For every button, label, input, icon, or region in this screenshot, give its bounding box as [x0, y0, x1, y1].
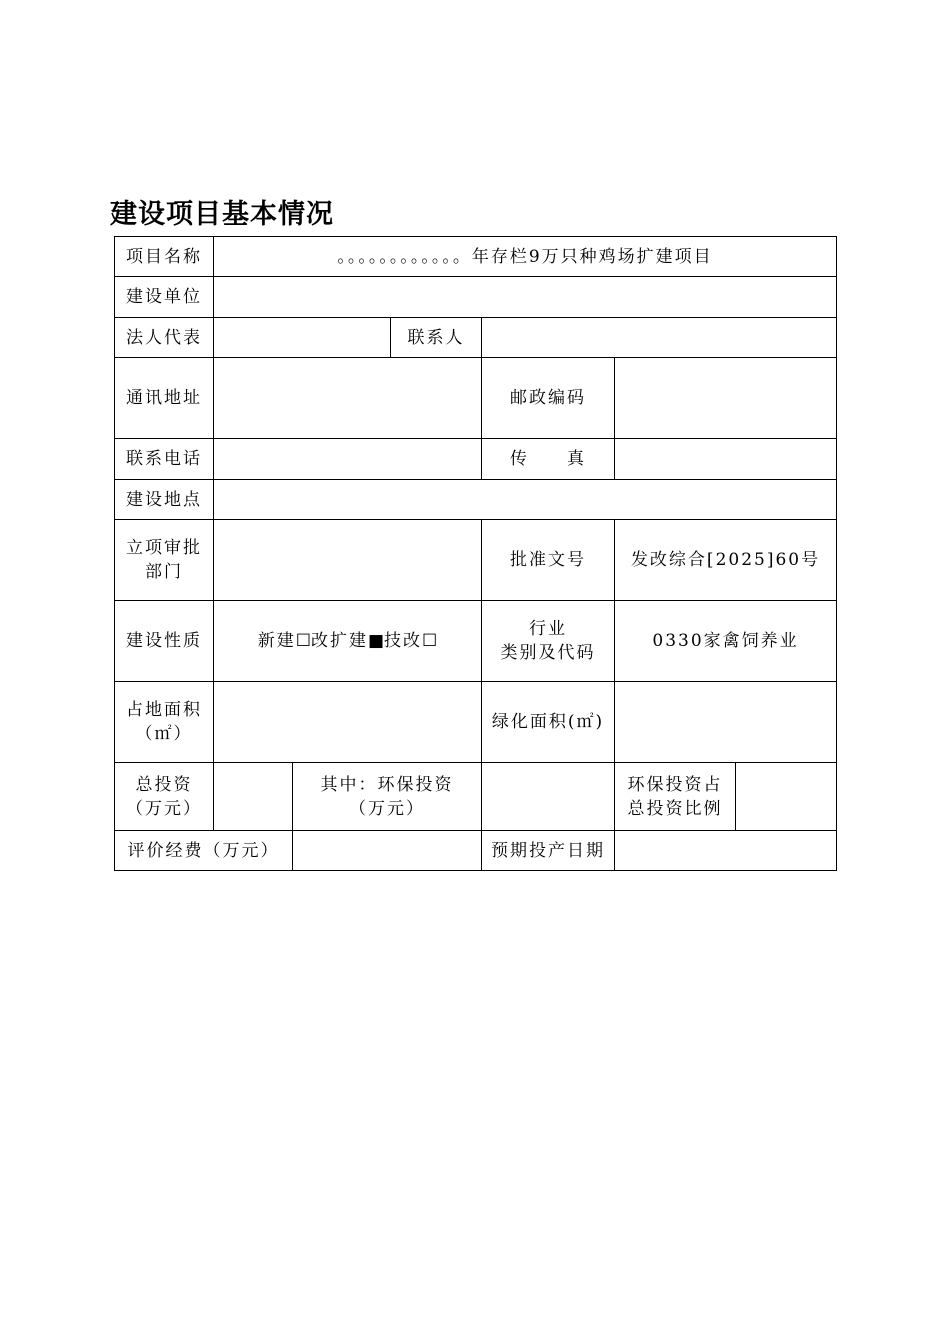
industry-label-line2: 类别及代码 [500, 643, 596, 663]
nature-ext-checkbox[interactable]: ■ [367, 631, 385, 651]
industry-value: 0330家禽饲养业 [615, 601, 837, 682]
project-info-table [114, 236, 837, 871]
nature-label: 建设性质 [115, 601, 214, 682]
env-investment-label [293, 763, 482, 831]
total-investment-label-line1: 总投资 [135, 774, 193, 795]
approval-label [115, 520, 214, 601]
area-label [115, 682, 214, 763]
row-address [115, 358, 837, 439]
production-date-label: 预期投产日期 [482, 831, 615, 871]
address-label: 通讯地址 [115, 358, 214, 439]
project-name-value: 。。。。。。。。。。。。年存栏9万只种鸡场扩建项目 [214, 237, 837, 277]
total-investment-value [214, 763, 293, 831]
phone-label: 联系电话 [115, 439, 214, 480]
approval-label-line1: 立项审批 [126, 538, 202, 558]
green-area-label: 绿化面积(㎡) [482, 682, 615, 763]
approval-doc-label: 批准文号 [482, 520, 615, 601]
row-site [115, 480, 837, 520]
nature-tech-checkbox[interactable]: ☐ [422, 631, 438, 651]
production-date-value [615, 831, 837, 871]
legal-rep-label: 法人代表 [115, 318, 214, 358]
row-construction-unit [115, 277, 837, 318]
row-project-name [115, 237, 837, 277]
row-phone [115, 439, 837, 480]
env-investment-value [482, 763, 615, 831]
area-label-line2: （㎡） [135, 724, 193, 744]
industry-label [482, 601, 615, 682]
row-approval [115, 520, 837, 601]
site-value [214, 480, 837, 520]
env-ratio-label [615, 763, 736, 831]
total-investment-label [115, 763, 214, 831]
area-label-line1: 占地面积 [126, 700, 202, 720]
fax-value [615, 439, 837, 480]
fees-label: 评价经费（万元） [115, 831, 293, 871]
env-investment-label-line2: （万元） [349, 798, 425, 819]
env-ratio-label-line2: 总投资比例 [627, 798, 723, 819]
contact-label: 联系人 [391, 318, 482, 358]
approval-value [214, 520, 482, 601]
env-investment-label-line1: 其中：环保投资 [320, 774, 454, 795]
contact-value [482, 318, 837, 358]
construction-unit-value [214, 277, 837, 318]
env-ratio-value [736, 763, 837, 831]
row-investment [115, 763, 837, 831]
legal-rep-value [214, 318, 391, 358]
nature-new-label: 新建 [257, 631, 296, 651]
green-area-value [615, 682, 837, 763]
row-fees [115, 831, 837, 871]
nature-tech-label: 技改 [384, 631, 423, 651]
row-area [115, 682, 837, 763]
fax-label: 传 真 [482, 439, 615, 480]
address-value [214, 358, 482, 439]
area-value [214, 682, 482, 763]
nature-options [214, 601, 482, 682]
site-label: 建设地点 [115, 480, 214, 520]
nature-new-checkbox[interactable]: ☐ [295, 631, 311, 651]
total-investment-label-line2: （万元） [126, 798, 202, 819]
row-nature [115, 601, 837, 682]
env-ratio-label-line1: 环保投资占 [627, 774, 723, 795]
fees-value [293, 831, 482, 871]
page-title: 建设项目基本情况 [110, 199, 334, 230]
row-legal-rep [115, 318, 837, 358]
phone-value [214, 439, 482, 480]
nature-ext-label: 改扩建 [310, 631, 368, 651]
approval-label-line2: 部门 [145, 562, 183, 582]
construction-unit-label: 建设单位 [115, 277, 214, 318]
postcode-label: 邮政编码 [482, 358, 615, 439]
approval-doc-value: 发改综合[2025]60号 [615, 520, 837, 601]
postcode-value [615, 358, 837, 439]
industry-label-line1: 行业 [529, 619, 567, 639]
project-name-label: 项目名称 [115, 237, 214, 277]
